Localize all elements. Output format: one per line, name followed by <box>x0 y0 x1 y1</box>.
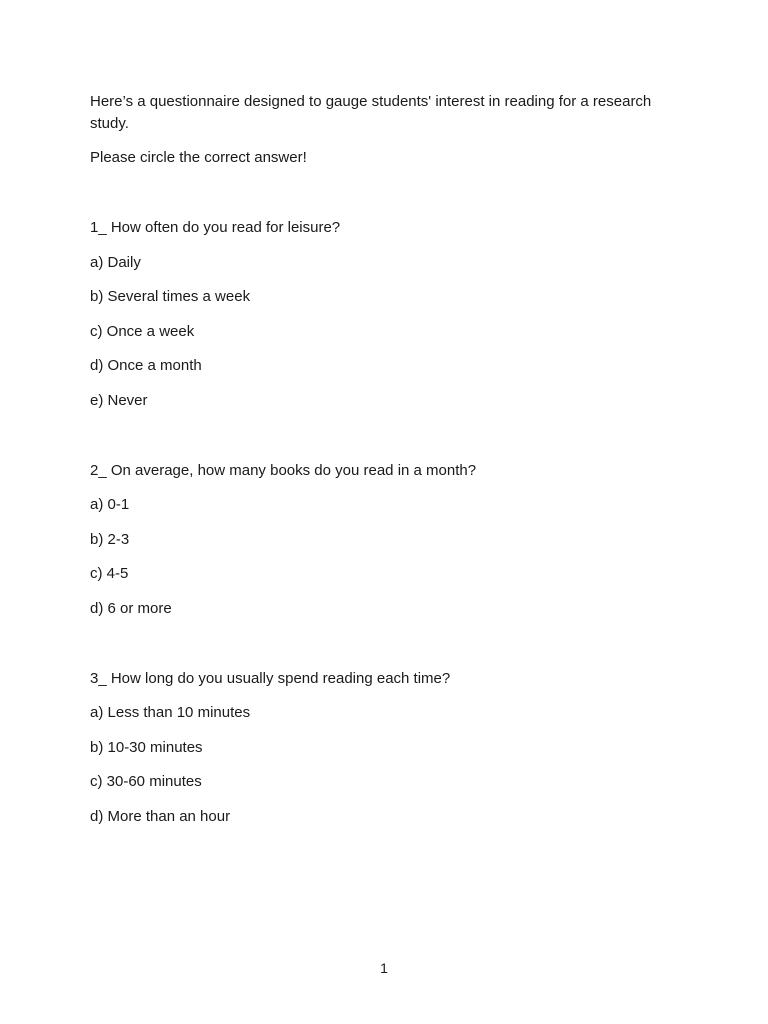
answer-option: a) 0-1 <box>90 496 130 513</box>
question-1 <box>90 217 680 412</box>
answer-option: b) 2-3 <box>90 530 130 548</box>
answer-option: a) Daily <box>90 253 141 271</box>
page-number: 1 <box>380 960 388 976</box>
answer-option: e) Never <box>90 391 148 409</box>
question-3 <box>90 668 680 828</box>
answer-option: d) More than an hour <box>90 807 231 825</box>
instruction-text: Please circle the correct answer! <box>90 149 307 166</box>
page-content <box>90 91 680 828</box>
answer-option: b) Several times a week <box>90 288 251 305</box>
question-text: 3_ How long do you usually spend reading each time? <box>90 669 451 687</box>
intro-text: Here’s a questionnaire designed to gauge students' interest in reading for a research study. <box>90 93 652 132</box>
answer-option: c) 4-5 <box>90 565 129 582</box>
answer-option: a) Less than 10 minutes <box>90 704 251 721</box>
answer-option: d) 6 or more <box>90 599 172 617</box>
question-2 <box>90 460 680 620</box>
question-text: 1_ How often do you read for leisure? <box>90 219 341 236</box>
answer-option: d) Once a month <box>90 357 202 374</box>
question-text: 2_ On average, how many books do you read in a month? <box>90 461 477 479</box>
answer-option: c) 30-60 minutes <box>90 773 202 790</box>
answer-option: b) 10-30 minutes <box>90 738 203 756</box>
answer-option: c) Once a week <box>90 322 195 340</box>
